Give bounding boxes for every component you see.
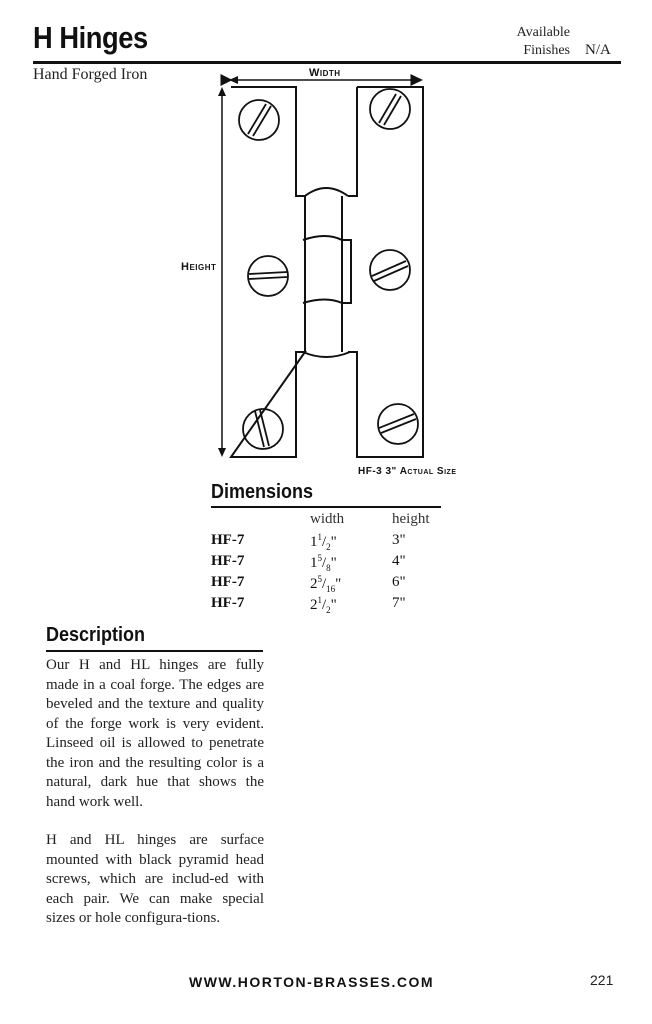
screw-icon (239, 100, 279, 140)
table-row (211, 574, 430, 595)
dimensions-heading: Dimensions (211, 481, 314, 503)
screw-icon (248, 256, 288, 296)
column-header-width: width (310, 511, 345, 527)
height-arrow (218, 87, 226, 457)
width-cell: $1^1/_2$" (310, 532, 337, 552)
height-cell: 4" (392, 553, 406, 569)
description-rule (46, 650, 263, 652)
footer-website-link[interactable]: WWW.HORTON-BRASSES.COM (189, 974, 435, 990)
screw-icon (370, 250, 410, 290)
height-cell: 3" (392, 532, 406, 548)
width-label: Width (309, 67, 341, 79)
finishes-label-line1: Available (516, 25, 570, 40)
width-cell: $2^5/_{16}$" (310, 574, 342, 594)
available-finishes-value: N/A (585, 42, 611, 58)
table-row (211, 595, 430, 616)
column-header-height: height (392, 511, 430, 527)
subtitle: Hand Forged Iron (33, 66, 148, 83)
model-cell: HF-7 (211, 574, 245, 590)
description-heading: Description (46, 624, 146, 646)
table-row (211, 532, 430, 553)
screw-icon (370, 89, 410, 129)
width-cell: $2^1/_2$" (310, 595, 337, 615)
model-cell: HF-7 (211, 553, 245, 569)
dimensions-rule (211, 506, 441, 508)
model-cell: HF-7 (211, 532, 245, 548)
width-cell: $1^5/_8$" (310, 553, 337, 573)
description-paragraph: H and HL hinges are surface mounted with black pyramid head screws, which are includ-ed with each pair. We can make special sizes or hole configura-tions. (46, 832, 264, 926)
description-paragraph: Our H and HL hinges are fully made in a coal forge. The edges are beveled and the texture and quality of the forge work is very evident. Linseed oil is allowed to penetrate the iron and the resulting color is a natural, dark hue that shows the hand work well. (46, 657, 264, 810)
height-label: Height (181, 261, 217, 273)
table-header-row (211, 511, 430, 532)
height-cell: 7" (392, 595, 406, 611)
column-header-model (211, 511, 310, 532)
screw-icon (378, 404, 418, 444)
page-number: 221 (590, 972, 614, 988)
finishes-label-line2: Finishes (523, 43, 570, 58)
table-row (211, 553, 430, 574)
page-title: H Hinges (33, 20, 148, 55)
model-cell: HF-7 (211, 595, 245, 611)
description-body (46, 656, 264, 948)
diagram-caption: HF-3 3" Actual Size (358, 466, 457, 477)
height-cell: 6" (392, 574, 406, 590)
screw-icon (243, 409, 283, 449)
dimensions-table (211, 511, 430, 616)
